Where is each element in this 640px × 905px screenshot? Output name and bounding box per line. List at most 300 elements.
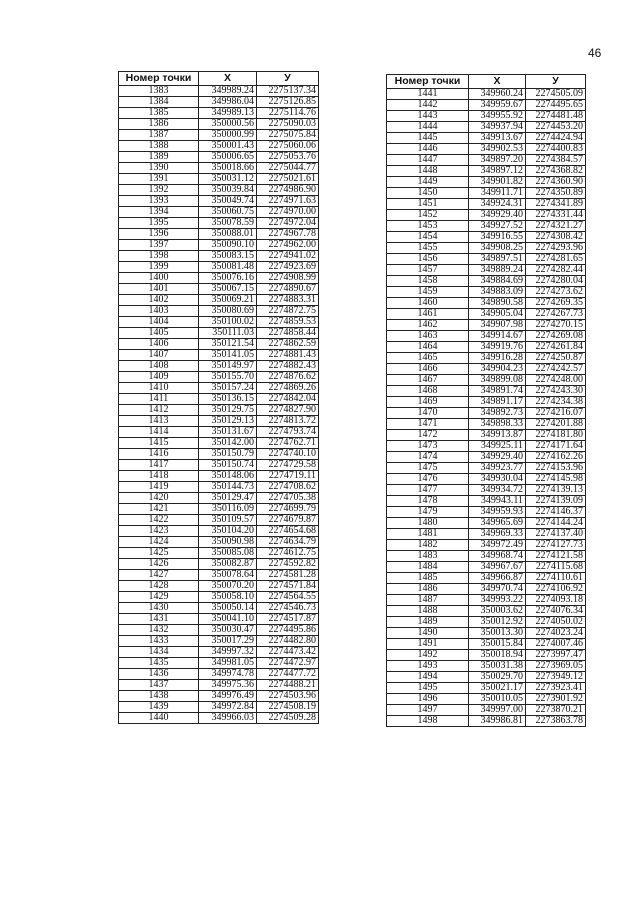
cell-point-number: 1473 xyxy=(387,441,469,452)
table-row xyxy=(387,111,586,122)
table-row xyxy=(119,493,319,504)
cell-x: 350076.16 xyxy=(199,273,257,284)
cell-y: 2274115.68 xyxy=(526,562,586,573)
cell-y: 2274146.37 xyxy=(526,507,586,518)
cell-y: 2274869.26 xyxy=(257,383,319,394)
table-row xyxy=(387,485,586,496)
cell-point-number: 1468 xyxy=(387,386,469,397)
table-row xyxy=(119,592,319,603)
table-row xyxy=(387,716,586,727)
table-row xyxy=(387,617,586,628)
cell-y: 2274321.27 xyxy=(526,221,586,232)
cell-y: 2274477.72 xyxy=(257,669,319,680)
cell-x: 350015.84 xyxy=(469,639,526,650)
cell-point-number: 1477 xyxy=(387,485,469,496)
table-row xyxy=(119,647,319,658)
cell-point-number: 1489 xyxy=(387,617,469,628)
table-row xyxy=(119,460,319,471)
cell-y: 2274842.04 xyxy=(257,394,319,405)
cell-point-number: 1483 xyxy=(387,551,469,562)
cell-y: 2274280.04 xyxy=(526,276,586,287)
table-row xyxy=(119,559,319,570)
cell-y: 2274127.73 xyxy=(526,540,586,551)
cell-y: 2274243.30 xyxy=(526,386,586,397)
table-row xyxy=(119,240,319,251)
cell-point-number: 1424 xyxy=(119,537,199,548)
cell-y: 2275053.76 xyxy=(257,152,319,163)
table-row xyxy=(119,86,319,97)
table-row xyxy=(387,650,586,661)
cell-y: 2274472.97 xyxy=(257,658,319,669)
cell-y: 2274986.90 xyxy=(257,185,319,196)
table-row xyxy=(119,416,319,427)
cell-x: 350082.87 xyxy=(199,559,257,570)
cell-point-number: 1426 xyxy=(119,559,199,570)
cell-point-number: 1430 xyxy=(119,603,199,614)
cell-point-number: 1389 xyxy=(119,152,199,163)
cell-x: 349884.69 xyxy=(469,276,526,287)
cell-y: 2274859.53 xyxy=(257,317,319,328)
table-row xyxy=(387,639,586,650)
table-row xyxy=(387,397,586,408)
cell-y: 2275137.34 xyxy=(257,86,319,97)
cell-x: 349891.17 xyxy=(469,397,526,408)
cell-y: 2275044.77 xyxy=(257,163,319,174)
cell-y: 2274139.09 xyxy=(526,496,586,507)
cell-point-number: 1390 xyxy=(119,163,199,174)
table-row xyxy=(119,482,319,493)
cell-point-number: 1485 xyxy=(387,573,469,584)
cell-point-number: 1452 xyxy=(387,210,469,221)
cell-point-number: 1395 xyxy=(119,218,199,229)
table-row xyxy=(119,141,319,152)
table-row xyxy=(387,474,586,485)
table-row xyxy=(387,573,586,584)
cell-y: 2275090.03 xyxy=(257,119,319,130)
table-row xyxy=(387,122,586,133)
cell-x: 350121.54 xyxy=(199,339,257,350)
cell-x: 350078.59 xyxy=(199,218,257,229)
cell-x: 349966.87 xyxy=(469,573,526,584)
table-row xyxy=(387,408,586,419)
table-row xyxy=(387,210,586,221)
cell-point-number: 1453 xyxy=(387,221,469,232)
table-row xyxy=(119,372,319,383)
cell-x: 350109.57 xyxy=(199,515,257,526)
cell-x: 349967.67 xyxy=(469,562,526,573)
cell-x: 349891.74 xyxy=(469,386,526,397)
cell-x: 350155.70 xyxy=(199,372,257,383)
cell-y: 2274908.99 xyxy=(257,273,319,284)
table-row xyxy=(119,97,319,108)
table-row xyxy=(119,680,319,691)
table-row xyxy=(119,163,319,174)
cell-point-number: 1444 xyxy=(387,122,469,133)
cell-y: 2274881.43 xyxy=(257,350,319,361)
cell-x: 350070.20 xyxy=(199,581,257,592)
cell-x: 350031.38 xyxy=(469,661,526,672)
cell-point-number: 1448 xyxy=(387,166,469,177)
cell-x: 349986.81 xyxy=(469,716,526,727)
cell-point-number: 1383 xyxy=(119,86,199,97)
cell-y: 2274705.38 xyxy=(257,493,319,504)
cell-x: 350067.15 xyxy=(199,284,257,295)
cell-x: 350078.64 xyxy=(199,570,257,581)
table-row xyxy=(387,452,586,463)
cell-point-number: 1411 xyxy=(119,394,199,405)
cell-y: 2273863.78 xyxy=(526,716,586,727)
cell-y: 2274923.69 xyxy=(257,262,319,273)
cell-point-number: 1463 xyxy=(387,331,469,342)
table-row xyxy=(387,419,586,430)
table-row xyxy=(387,463,586,474)
cell-point-number: 1442 xyxy=(387,100,469,111)
cell-x: 350010.05 xyxy=(469,694,526,705)
cell-y: 2274248.00 xyxy=(526,375,586,386)
table-row xyxy=(387,562,586,573)
cell-point-number: 1447 xyxy=(387,155,469,166)
table-row xyxy=(387,166,586,177)
cell-y: 2274261.84 xyxy=(526,342,586,353)
table-row xyxy=(387,243,586,254)
cell-point-number: 1385 xyxy=(119,108,199,119)
cell-y: 2274216.07 xyxy=(526,408,586,419)
cell-y: 2274473.42 xyxy=(257,647,319,658)
cell-y: 2274453.20 xyxy=(526,122,586,133)
cell-x: 349974.78 xyxy=(199,669,257,680)
cell-x: 350090.98 xyxy=(199,537,257,548)
cell-y: 2274007.46 xyxy=(526,639,586,650)
cell-point-number: 1398 xyxy=(119,251,199,262)
cell-point-number: 1459 xyxy=(387,287,469,298)
cell-y: 2275075.84 xyxy=(257,130,319,141)
cell-x: 349899.08 xyxy=(469,375,526,386)
cell-x: 349927.52 xyxy=(469,221,526,232)
cell-y: 2273997.47 xyxy=(526,650,586,661)
cell-x: 350083.15 xyxy=(199,251,257,262)
cell-x: 349898.33 xyxy=(469,419,526,430)
cell-y: 2274509.28 xyxy=(257,713,319,724)
table-row xyxy=(387,551,586,562)
cell-y: 2274495.86 xyxy=(257,625,319,636)
table-row xyxy=(387,188,586,199)
cell-x: 349919.76 xyxy=(469,342,526,353)
table-row xyxy=(119,548,319,559)
table-header-row xyxy=(119,72,319,86)
table-row xyxy=(387,584,586,595)
table-row xyxy=(119,350,319,361)
cell-x: 349923.77 xyxy=(469,463,526,474)
cell-y: 2274862.59 xyxy=(257,339,319,350)
cell-point-number: 1427 xyxy=(119,570,199,581)
cell-y: 2275060.06 xyxy=(257,141,319,152)
table-row xyxy=(387,309,586,320)
cell-x: 349972.84 xyxy=(199,702,257,713)
cell-y: 2274144.24 xyxy=(526,518,586,529)
cell-point-number: 1393 xyxy=(119,196,199,207)
cell-y: 2274270.15 xyxy=(526,320,586,331)
cell-point-number: 1428 xyxy=(119,581,199,592)
cell-x: 350142.00 xyxy=(199,438,257,449)
table-row xyxy=(387,683,586,694)
cell-x: 349937.94 xyxy=(469,122,526,133)
column-header-x: X xyxy=(469,75,526,89)
cell-point-number: 1414 xyxy=(119,427,199,438)
table-row xyxy=(119,306,319,317)
cell-y: 2274281.65 xyxy=(526,254,586,265)
cell-point-number: 1429 xyxy=(119,592,199,603)
cell-point-number: 1401 xyxy=(119,284,199,295)
cell-y: 2274269.35 xyxy=(526,298,586,309)
cell-x: 349930.04 xyxy=(469,474,526,485)
cell-x: 350157.24 xyxy=(199,383,257,394)
table-row xyxy=(119,185,319,196)
cell-point-number: 1480 xyxy=(387,518,469,529)
table-body-left xyxy=(119,86,319,724)
table-row xyxy=(387,232,586,243)
cell-y: 2274482.80 xyxy=(257,636,319,647)
cell-point-number: 1440 xyxy=(119,713,199,724)
cell-point-number: 1471 xyxy=(387,419,469,430)
cell-y: 2274250.87 xyxy=(526,353,586,364)
table-row xyxy=(387,331,586,342)
cell-point-number: 1422 xyxy=(119,515,199,526)
cell-x: 349929.40 xyxy=(469,452,526,463)
cell-point-number: 1458 xyxy=(387,276,469,287)
cell-y: 2274517.87 xyxy=(257,614,319,625)
table-row xyxy=(387,518,586,529)
table-row xyxy=(119,152,319,163)
cell-point-number: 1456 xyxy=(387,254,469,265)
cell-x: 349905.04 xyxy=(469,309,526,320)
cell-x: 350141.05 xyxy=(199,350,257,361)
cell-point-number: 1472 xyxy=(387,430,469,441)
cell-y: 2275021.61 xyxy=(257,174,319,185)
cell-point-number: 1498 xyxy=(387,716,469,727)
cell-y: 2274634.79 xyxy=(257,537,319,548)
cell-y: 2274813.72 xyxy=(257,416,319,427)
cell-y: 2274719.11 xyxy=(257,471,319,482)
cell-x: 349907.98 xyxy=(469,320,526,331)
cell-x: 350150.74 xyxy=(199,460,257,471)
cell-point-number: 1460 xyxy=(387,298,469,309)
cell-y: 2274282.44 xyxy=(526,265,586,276)
cell-y: 2273969.05 xyxy=(526,661,586,672)
cell-y: 2274970.00 xyxy=(257,207,319,218)
table-row xyxy=(387,265,586,276)
table-row xyxy=(387,221,586,232)
cell-x: 350100.02 xyxy=(199,317,257,328)
table-row xyxy=(119,603,319,614)
cell-x: 349911.71 xyxy=(469,188,526,199)
table-row xyxy=(387,529,586,540)
cell-x: 350129.47 xyxy=(199,493,257,504)
cell-x: 350069.21 xyxy=(199,295,257,306)
cell-point-number: 1476 xyxy=(387,474,469,485)
cell-x: 349960.24 xyxy=(469,89,526,100)
table-row xyxy=(119,713,319,724)
table-row xyxy=(387,254,586,265)
table-row xyxy=(387,133,586,144)
cell-x: 349959.67 xyxy=(469,100,526,111)
cell-x: 349965.69 xyxy=(469,518,526,529)
table-row xyxy=(119,119,319,130)
cell-point-number: 1481 xyxy=(387,529,469,540)
column-header-x: X xyxy=(199,72,257,86)
table-row xyxy=(387,595,586,606)
cell-y: 2273923.41 xyxy=(526,683,586,694)
cell-point-number: 1436 xyxy=(119,669,199,680)
cell-x: 349897.20 xyxy=(469,155,526,166)
cell-x: 350129.75 xyxy=(199,405,257,416)
cell-x: 350131.67 xyxy=(199,427,257,438)
cell-point-number: 1435 xyxy=(119,658,199,669)
cell-point-number: 1431 xyxy=(119,614,199,625)
table-row xyxy=(387,177,586,188)
cell-y: 2274137.40 xyxy=(526,529,586,540)
cell-point-number: 1492 xyxy=(387,650,469,661)
cell-x: 349970.74 xyxy=(469,584,526,595)
cell-x: 349975.36 xyxy=(199,680,257,691)
table-row xyxy=(387,320,586,331)
cell-x: 350149.97 xyxy=(199,361,257,372)
cell-x: 350148.06 xyxy=(199,471,257,482)
cell-y: 2274308.42 xyxy=(526,232,586,243)
cell-point-number: 1475 xyxy=(387,463,469,474)
table-row xyxy=(387,540,586,551)
cell-point-number: 1454 xyxy=(387,232,469,243)
table-row xyxy=(387,606,586,617)
table-row xyxy=(119,504,319,515)
cell-point-number: 1399 xyxy=(119,262,199,273)
cell-y: 2274967.78 xyxy=(257,229,319,240)
cell-point-number: 1464 xyxy=(387,342,469,353)
cell-point-number: 1437 xyxy=(119,680,199,691)
cell-x: 350090.10 xyxy=(199,240,257,251)
cell-point-number: 1394 xyxy=(119,207,199,218)
cell-x: 349924.31 xyxy=(469,199,526,210)
cell-x: 350081.48 xyxy=(199,262,257,273)
cell-point-number: 1495 xyxy=(387,683,469,694)
table-row xyxy=(119,262,319,273)
cell-y: 2274242.57 xyxy=(526,364,586,375)
cell-y: 2274234.38 xyxy=(526,397,586,408)
cell-point-number: 1478 xyxy=(387,496,469,507)
cell-x: 349925.11 xyxy=(469,441,526,452)
coordinates-table-left xyxy=(118,71,319,724)
cell-x: 349902.53 xyxy=(469,144,526,155)
cell-x: 350021.17 xyxy=(469,683,526,694)
cell-x: 349883.09 xyxy=(469,287,526,298)
table-row xyxy=(387,441,586,452)
cell-y: 2274962.00 xyxy=(257,240,319,251)
cell-y: 2274139.13 xyxy=(526,485,586,496)
cell-y: 2274571.84 xyxy=(257,581,319,592)
cell-y: 2274612.75 xyxy=(257,548,319,559)
cell-y: 2274153.96 xyxy=(526,463,586,474)
cell-point-number: 1457 xyxy=(387,265,469,276)
page-number: 46 xyxy=(588,46,602,60)
cell-x: 349997.32 xyxy=(199,647,257,658)
cell-point-number: 1494 xyxy=(387,672,469,683)
table-row xyxy=(387,276,586,287)
table-row xyxy=(387,155,586,166)
coordinates-table-right xyxy=(386,74,586,727)
cell-y: 2274581.28 xyxy=(257,570,319,581)
cell-y: 2274201.88 xyxy=(526,419,586,430)
cell-point-number: 1421 xyxy=(119,504,199,515)
cell-y: 2274883.31 xyxy=(257,295,319,306)
cell-point-number: 1406 xyxy=(119,339,199,350)
cell-y: 2274121.58 xyxy=(526,551,586,562)
cell-y: 2274708.62 xyxy=(257,482,319,493)
cell-point-number: 1467 xyxy=(387,375,469,386)
cell-point-number: 1446 xyxy=(387,144,469,155)
table-row xyxy=(119,383,319,394)
table-row xyxy=(387,89,586,100)
cell-point-number: 1402 xyxy=(119,295,199,306)
table-row xyxy=(119,438,319,449)
table-row xyxy=(119,449,319,460)
table-row xyxy=(119,427,319,438)
cell-point-number: 1432 xyxy=(119,625,199,636)
cell-y: 2274858.44 xyxy=(257,328,319,339)
cell-y: 2274093.18 xyxy=(526,595,586,606)
cell-point-number: 1462 xyxy=(387,320,469,331)
cell-point-number: 1484 xyxy=(387,562,469,573)
cell-point-number: 1391 xyxy=(119,174,199,185)
cell-point-number: 1423 xyxy=(119,526,199,537)
cell-x: 349986.04 xyxy=(199,97,257,108)
cell-y: 2274882.43 xyxy=(257,361,319,372)
cell-x: 350000.56 xyxy=(199,119,257,130)
cell-point-number: 1455 xyxy=(387,243,469,254)
cell-point-number: 1407 xyxy=(119,350,199,361)
cell-x: 349916.28 xyxy=(469,353,526,364)
cell-point-number: 1497 xyxy=(387,705,469,716)
cell-point-number: 1466 xyxy=(387,364,469,375)
cell-x: 350104.20 xyxy=(199,526,257,537)
table-row xyxy=(387,353,586,364)
table-row xyxy=(119,537,319,548)
cell-y: 2274941.02 xyxy=(257,251,319,262)
table-row xyxy=(119,229,319,240)
cell-y: 2274110.61 xyxy=(526,573,586,584)
cell-x: 350018.94 xyxy=(469,650,526,661)
cell-point-number: 1487 xyxy=(387,595,469,606)
table-row xyxy=(387,342,586,353)
cell-x: 349913.67 xyxy=(469,133,526,144)
table-row xyxy=(387,386,586,397)
table-row xyxy=(387,628,586,639)
cell-point-number: 1410 xyxy=(119,383,199,394)
cell-point-number: 1408 xyxy=(119,361,199,372)
cell-x: 350088.01 xyxy=(199,229,257,240)
cell-y: 2275114.76 xyxy=(257,108,319,119)
cell-point-number: 1405 xyxy=(119,328,199,339)
cell-x: 350129.13 xyxy=(199,416,257,427)
table-row xyxy=(387,496,586,507)
cell-y: 2274368.82 xyxy=(526,166,586,177)
table-row xyxy=(119,108,319,119)
table-row xyxy=(119,273,319,284)
table-row xyxy=(119,361,319,372)
cell-x: 350000.99 xyxy=(199,130,257,141)
cell-y: 2274331.44 xyxy=(526,210,586,221)
cell-x: 349955.92 xyxy=(469,111,526,122)
cell-x: 349981.05 xyxy=(199,658,257,669)
table-row xyxy=(119,515,319,526)
